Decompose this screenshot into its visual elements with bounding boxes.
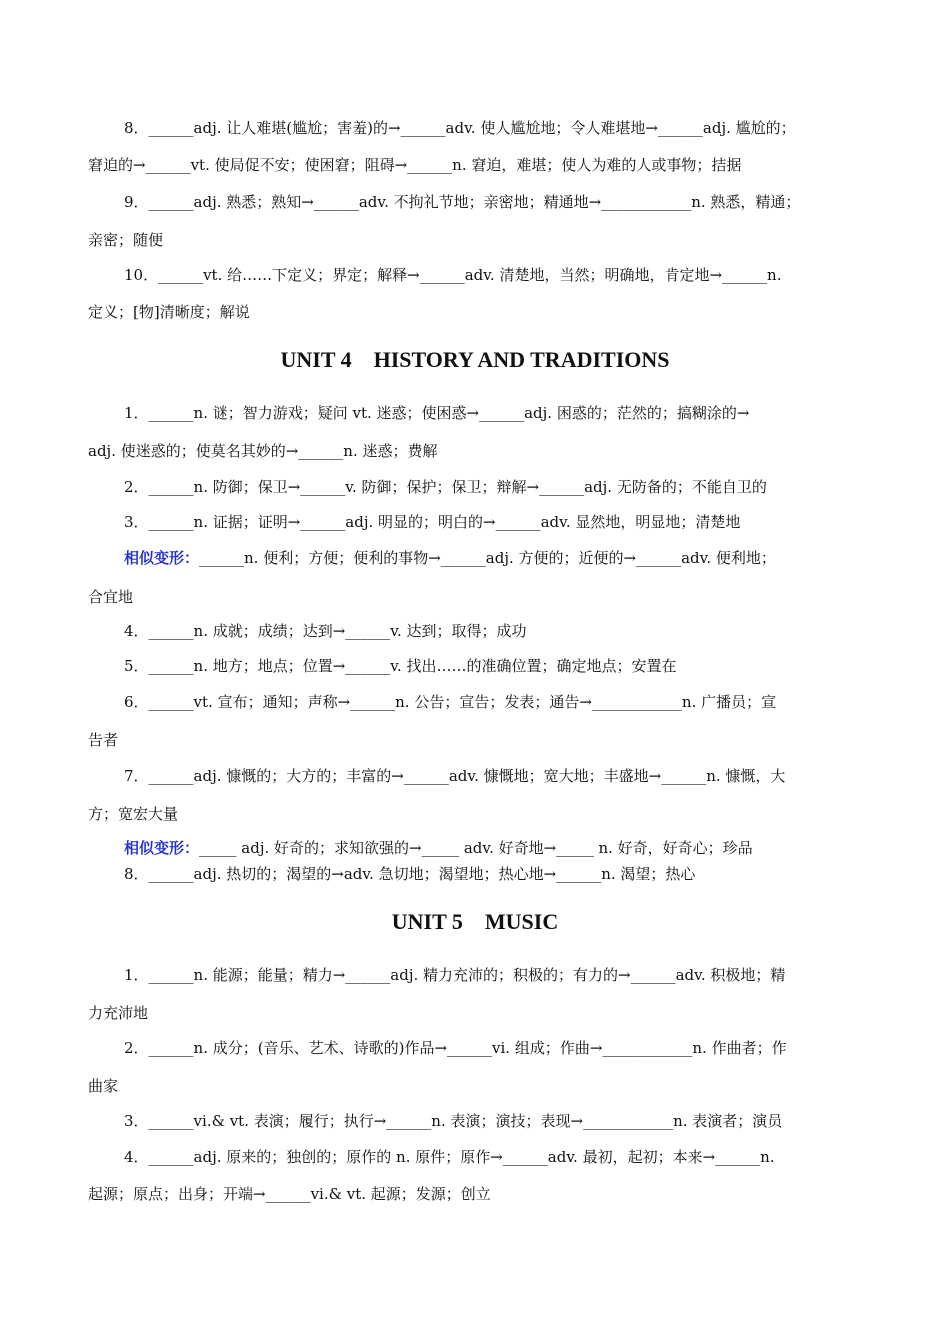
unit3-item8-line2: 窘迫的→______vt. 使局促不安；使困窘；阻碍→______n. 窘迫，难堪；使人为难的人或事物；拮据 (88, 156, 742, 174)
unit4-item6-line1: 6．______vt. 宣布；通知；声称→______n. 公告；宣告；发表；通告→____________n. 广播员；宣 (124, 693, 777, 711)
unit4-item1-line2: adj. 使迷惑的；使莫名其妙的→______n. 迷惑；费解 (88, 442, 438, 460)
unit5-item2-line1: 2．______n. 成分；(音乐、艺术、诗歌的)作品→______vi. 组成；作曲→____________n. 作曲者；作 (124, 1039, 787, 1057)
unit4-similar2 (124, 838, 868, 858)
unit4-item7-line2: 方；宽宏大量 (88, 805, 179, 823)
unit4-item7-line1: 7．______adj. 慷慨的；大方的；丰富的→______adv. 慷慨地；宽大地；丰盛地→______n. 慷慨，大 (124, 767, 786, 785)
unit4-title: UNIT 4 HISTORY AND TRADITIONS (280, 347, 670, 372)
unit4-item3: 3．______n. 证据；证明→______adj. 明显的；明白的→______adv. 显然地，明显地；清楚地 (124, 513, 741, 531)
unit4-item6-line2: 告者 (88, 731, 119, 749)
unit4-item8: 8．______adj. 热切的；渴望的→adv. 急切地；渴望地；热心地→______n. 渴望；热心 (124, 865, 696, 883)
similar-label: 相似变形： (124, 839, 200, 857)
unit3-item9-line2: 亲密；随便 (88, 231, 164, 249)
unit4-item5: 5．______n. 地方；地点；位置→______v. 找出……的准确位置；确定地点；安置在 (124, 657, 677, 675)
unit3-item8-line1: 8．______adj. 让人难堪(尴尬；害羞)的→______adv. 使人尴尬地；令人难堪地→______adj. 尴尬的； (124, 119, 796, 137)
unit3-item9-line1: 9．______adj. 熟悉；熟知→______adv. 不拘礼节地；亲密地；精通地→____________n. 熟悉，精通； (124, 193, 801, 211)
unit5-item4-line2: 起源；原点；出身；开端→______vi.& vt. 起源；发源；创立 (88, 1185, 491, 1203)
unit5-title: UNIT 5 MUSIC (391, 909, 559, 934)
unit4-item4: 4．______n. 成就；成绩；达到→______v. 达到；取得；成功 (124, 622, 527, 640)
unit5-item3: 3．______vi.& vt. 表演；履行；执行→______n. 表演；演技；表现→____________n. 表演者；演员 (124, 1112, 783, 1130)
similar1-text: ______n. 便利；方便；便利的事物→______adj. 方便的；近便的→______adv. 便利地； (199, 549, 776, 567)
unit5-item4-line1: 4．______adj. 原来的；独创的；原作的 n. 原件；原作→______adv. 最初，起初；本来→______n. (124, 1148, 775, 1166)
similar2-text: _____ adj. 好奇的；求知欲强的→_____ adv. 好奇地→_____ n. 好奇，好奇心；珍品 (199, 839, 753, 857)
unit5-item2-line2: 曲家 (88, 1077, 119, 1095)
unit4-similar1 (124, 548, 868, 568)
similar-label: 相似变形： (124, 549, 200, 567)
unit5-item1-line1: 1．______n. 能源；能量；精力→______adj. 精力充沛的；积极的；有力的→______adv. 积极地；精 (124, 966, 786, 984)
unit4-item1-line1: 1．______n. 谜；智力游戏；疑问 vt. 迷惑；使困惑→______adj. 困惑的；茫然的；搞糊涂的→ (124, 404, 750, 422)
unit4-item2: 2．______n. 防御；保卫→______v. 防御；保护；保卫；辩解→______adj. 无防备的；不能自卫的 (124, 478, 767, 496)
unit3-item10-line1: 10．______vt. 给……下定义；界定；解释→______adv. 清楚地，当然；明确地，肯定地→______n. (124, 266, 782, 284)
unit3-item10-line2: 定义；[物]清晰度；解说 (88, 303, 250, 321)
unit5-item1-line2: 力充沛地 (88, 1004, 149, 1022)
unit4-similar1-line2: 合宜地 (88, 588, 134, 606)
